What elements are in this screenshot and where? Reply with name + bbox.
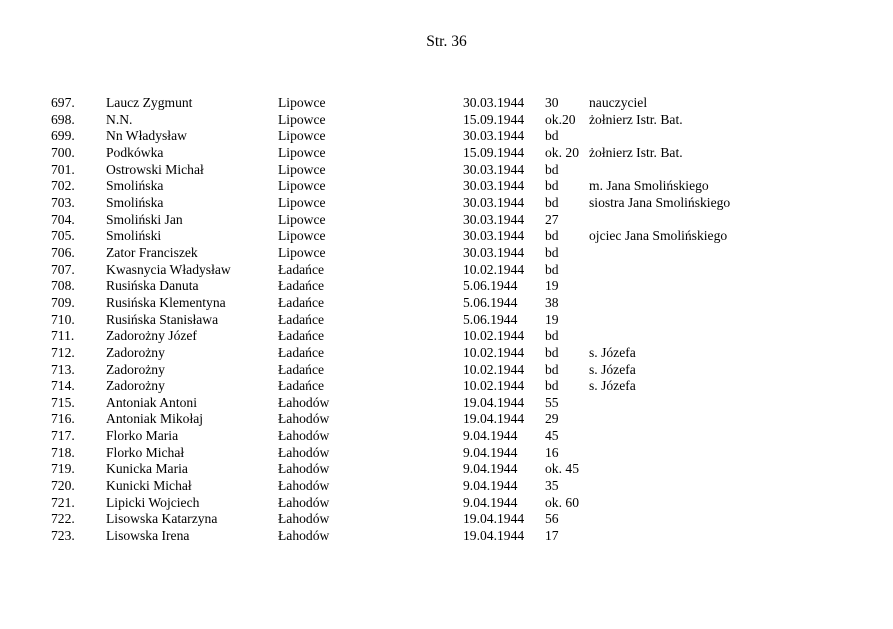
- record-name: Lisowska Irena: [106, 528, 190, 544]
- record-place: Lipowce: [278, 194, 326, 210]
- record-row: [0, 411, 893, 428]
- record-row: [0, 428, 893, 445]
- record-row: [0, 461, 893, 478]
- record-number: 706.: [51, 244, 75, 260]
- record-row: [0, 95, 893, 112]
- record-age: 35: [545, 478, 559, 494]
- record-place: Ładańce: [278, 344, 325, 360]
- record-row: [0, 528, 893, 545]
- record-number: 720.: [51, 478, 75, 494]
- record-age: bd: [545, 244, 559, 260]
- record-name: Rusińska Danuta: [106, 278, 199, 294]
- record-name: Kunicki Michał: [106, 478, 192, 494]
- record-place: Łahodów: [278, 494, 330, 510]
- record-date: 30.03.1944: [463, 128, 525, 144]
- record-place: Lipowce: [278, 144, 326, 160]
- record-age: 55: [545, 394, 559, 410]
- record-name: Lisowska Katarzyna: [106, 511, 218, 527]
- record-number: 698.: [51, 111, 75, 127]
- record-age: bd: [545, 161, 559, 177]
- record-number: 722.: [51, 511, 75, 527]
- record-number: 705.: [51, 228, 75, 244]
- record-number: 721.: [51, 494, 75, 510]
- record-row: [0, 395, 893, 412]
- record-number: 717.: [51, 428, 75, 444]
- record-place: Lipowce: [278, 244, 326, 260]
- record-name: Kunicka Maria: [106, 461, 188, 477]
- record-place: Łahodów: [278, 511, 330, 527]
- record-row: [0, 178, 893, 195]
- record-place: Lipowce: [278, 178, 326, 194]
- record-place: Łahodów: [278, 394, 330, 410]
- record-date: 19.04.1944: [463, 528, 525, 544]
- record-name: Florko Maria: [106, 428, 179, 444]
- record-note: m. Jana Smolińskiego: [589, 178, 709, 194]
- record-name: Rusińska Klementyna: [106, 294, 226, 310]
- record-date: 30.03.1944: [463, 194, 525, 210]
- record-date: 19.04.1944: [463, 411, 525, 427]
- record-date: 5.06.1944: [463, 311, 518, 327]
- record-age: 19: [545, 311, 559, 327]
- record-date: 15.09.1944: [463, 111, 525, 127]
- record-age: bd: [545, 128, 559, 144]
- record-date: 10.02.1944: [463, 344, 525, 360]
- record-row: [0, 162, 893, 179]
- record-number: 699.: [51, 128, 75, 144]
- record-date: 30.03.1944: [463, 244, 525, 260]
- record-age: bd: [545, 344, 559, 360]
- record-row: [0, 128, 893, 145]
- record-number: 697.: [51, 95, 75, 110]
- record-row: [0, 495, 893, 512]
- record-age: bd: [545, 194, 559, 210]
- record-place: Ładańce: [278, 378, 325, 394]
- record-row: [0, 345, 893, 362]
- record-name: Laucz Zygmunt: [106, 95, 193, 110]
- record-row: [0, 378, 893, 395]
- record-date: 5.06.1944: [463, 294, 518, 310]
- record-place: Ładańce: [278, 278, 325, 294]
- record-place: Łahodów: [278, 444, 330, 460]
- record-note: nauczyciel: [589, 95, 648, 110]
- record-number: 711.: [51, 328, 75, 344]
- record-place: Łahodów: [278, 428, 330, 444]
- record-note: siostra Jana Smolińskiego: [589, 194, 731, 210]
- record-date: 9.04.1944: [463, 478, 518, 494]
- record-name: Zator Franciszek: [106, 244, 198, 260]
- record-number: 709.: [51, 294, 75, 310]
- record-age: 45: [545, 428, 559, 444]
- record-place: Ładańce: [278, 361, 325, 377]
- record-number: 723.: [51, 528, 75, 544]
- record-place: Łahodów: [278, 528, 330, 544]
- record-date: 9.04.1944: [463, 494, 518, 510]
- record-note: s. Józefa: [589, 344, 636, 360]
- record-age: 19: [545, 278, 559, 294]
- record-number: 716.: [51, 411, 75, 427]
- record-age: bd: [545, 378, 559, 394]
- record-name: N.N.: [106, 111, 133, 127]
- record-name: Rusińska Stanisława: [106, 311, 219, 327]
- record-name: Lipicki Wojciech: [106, 494, 200, 510]
- record-date: 30.03.1944: [463, 161, 525, 177]
- record-row: [0, 445, 893, 462]
- record-date: 10.02.1944: [463, 378, 525, 394]
- record-number: 701.: [51, 161, 75, 177]
- record-age: bd: [545, 178, 559, 194]
- record-place: Łahodów: [278, 461, 330, 477]
- record-row: [0, 312, 893, 329]
- record-date: 5.06.1944: [463, 278, 518, 294]
- record-date: 10.02.1944: [463, 361, 525, 377]
- record-place: Ładańce: [278, 261, 325, 277]
- record-name: Podkówka: [106, 144, 164, 160]
- record-number: 714.: [51, 378, 75, 394]
- record-date: 19.04.1944: [463, 394, 525, 410]
- record-age: bd: [545, 361, 559, 377]
- record-number: 702.: [51, 178, 75, 194]
- record-place: Lipowce: [278, 228, 326, 244]
- record-name: Antoniak Mikołaj: [106, 411, 204, 427]
- record-date: 30.03.1944: [463, 178, 525, 194]
- record-number: 718.: [51, 444, 75, 460]
- record-age: 56: [545, 511, 559, 527]
- record-date: 9.04.1944: [463, 444, 518, 460]
- record-number: 719.: [51, 461, 75, 477]
- record-age: 17: [545, 528, 559, 544]
- record-row: [0, 478, 893, 495]
- record-place: Ładańce: [278, 328, 325, 344]
- record-name: Nn Władysław: [106, 128, 187, 144]
- record-note: s. Józefa: [589, 361, 636, 377]
- record-place: Łahodów: [278, 478, 330, 494]
- record-row: [0, 145, 893, 162]
- record-name: Smoliński Jan: [106, 211, 183, 227]
- record-place: Łahodów: [278, 411, 330, 427]
- record-age: 27: [545, 211, 559, 227]
- record-name: Kwasnycia Władysław: [106, 261, 231, 277]
- record-name: Smolińska: [106, 194, 164, 210]
- record-row: [0, 262, 893, 279]
- record-note: żołnierz Istr. Bat.: [589, 144, 683, 160]
- record-number: 700.: [51, 144, 75, 160]
- record-date: 15.09.1944: [463, 144, 525, 160]
- record-row: [0, 295, 893, 312]
- record-name: Florko Michał: [106, 444, 185, 460]
- records-list: [0, 95, 893, 545]
- record-number: 703.: [51, 194, 75, 210]
- record-date: 30.03.1944: [463, 95, 525, 110]
- record-number: 712.: [51, 344, 75, 360]
- record-number: 708.: [51, 278, 75, 294]
- record-note: ojciec Jana Smolińskiego: [589, 228, 728, 244]
- record-place: Lipowce: [278, 211, 326, 227]
- record-date: 9.04.1944: [463, 461, 518, 477]
- record-name: Ostrowski Michał: [106, 161, 204, 177]
- record-date: 30.03.1944: [463, 228, 525, 244]
- record-name: Smolińska: [106, 178, 164, 194]
- record-row: [0, 195, 893, 212]
- record-name: Antoniak Antoni: [106, 394, 198, 410]
- record-place: Lipowce: [278, 128, 326, 144]
- record-place: Lipowce: [278, 161, 326, 177]
- record-name: Smoliński: [106, 228, 162, 244]
- record-date: 10.02.1944: [463, 261, 525, 277]
- record-place: Ładańce: [278, 294, 325, 310]
- record-row: [0, 228, 893, 245]
- record-row: [0, 511, 893, 528]
- record-number: 713.: [51, 361, 75, 377]
- record-age: ok. 60: [545, 494, 579, 510]
- record-place: Lipowce: [278, 111, 326, 127]
- record-place: Ładańce: [278, 311, 325, 327]
- record-name: Zadorożny: [106, 378, 165, 394]
- record-number: 707.: [51, 261, 75, 277]
- page-title: Str. 36: [426, 33, 467, 50]
- record-date: 19.04.1944: [463, 511, 525, 527]
- record-date: 30.03.1944: [463, 211, 525, 227]
- record-age: bd: [545, 261, 559, 277]
- record-age: ok. 45: [545, 461, 579, 477]
- record-row: [0, 245, 893, 262]
- record-age: 30: [545, 95, 559, 110]
- record-name: Zadorożny Józef: [106, 328, 197, 344]
- record-row: [0, 212, 893, 229]
- record-name: Zadorożny: [106, 344, 165, 360]
- record-age: bd: [545, 328, 559, 344]
- record-number: 704.: [51, 211, 75, 227]
- record-age: ok. 20: [545, 144, 579, 160]
- record-age: 16: [545, 444, 559, 460]
- record-age: bd: [545, 228, 559, 244]
- record-row: [0, 278, 893, 295]
- record-row: [0, 112, 893, 129]
- record-place: Lipowce: [278, 95, 326, 110]
- record-number: 715.: [51, 394, 75, 410]
- record-note: s. Józefa: [589, 378, 636, 394]
- record-name: Zadorożny: [106, 361, 165, 377]
- record-age: 38: [545, 294, 559, 310]
- record-row: [0, 362, 893, 379]
- record-note: żołnierz Istr. Bat.: [589, 111, 683, 127]
- record-number: 710.: [51, 311, 75, 327]
- record-date: 10.02.1944: [463, 328, 525, 344]
- record-age: 29: [545, 411, 559, 427]
- record-age: ok.20: [545, 111, 576, 127]
- record-row: [0, 328, 893, 345]
- record-date: 9.04.1944: [463, 428, 518, 444]
